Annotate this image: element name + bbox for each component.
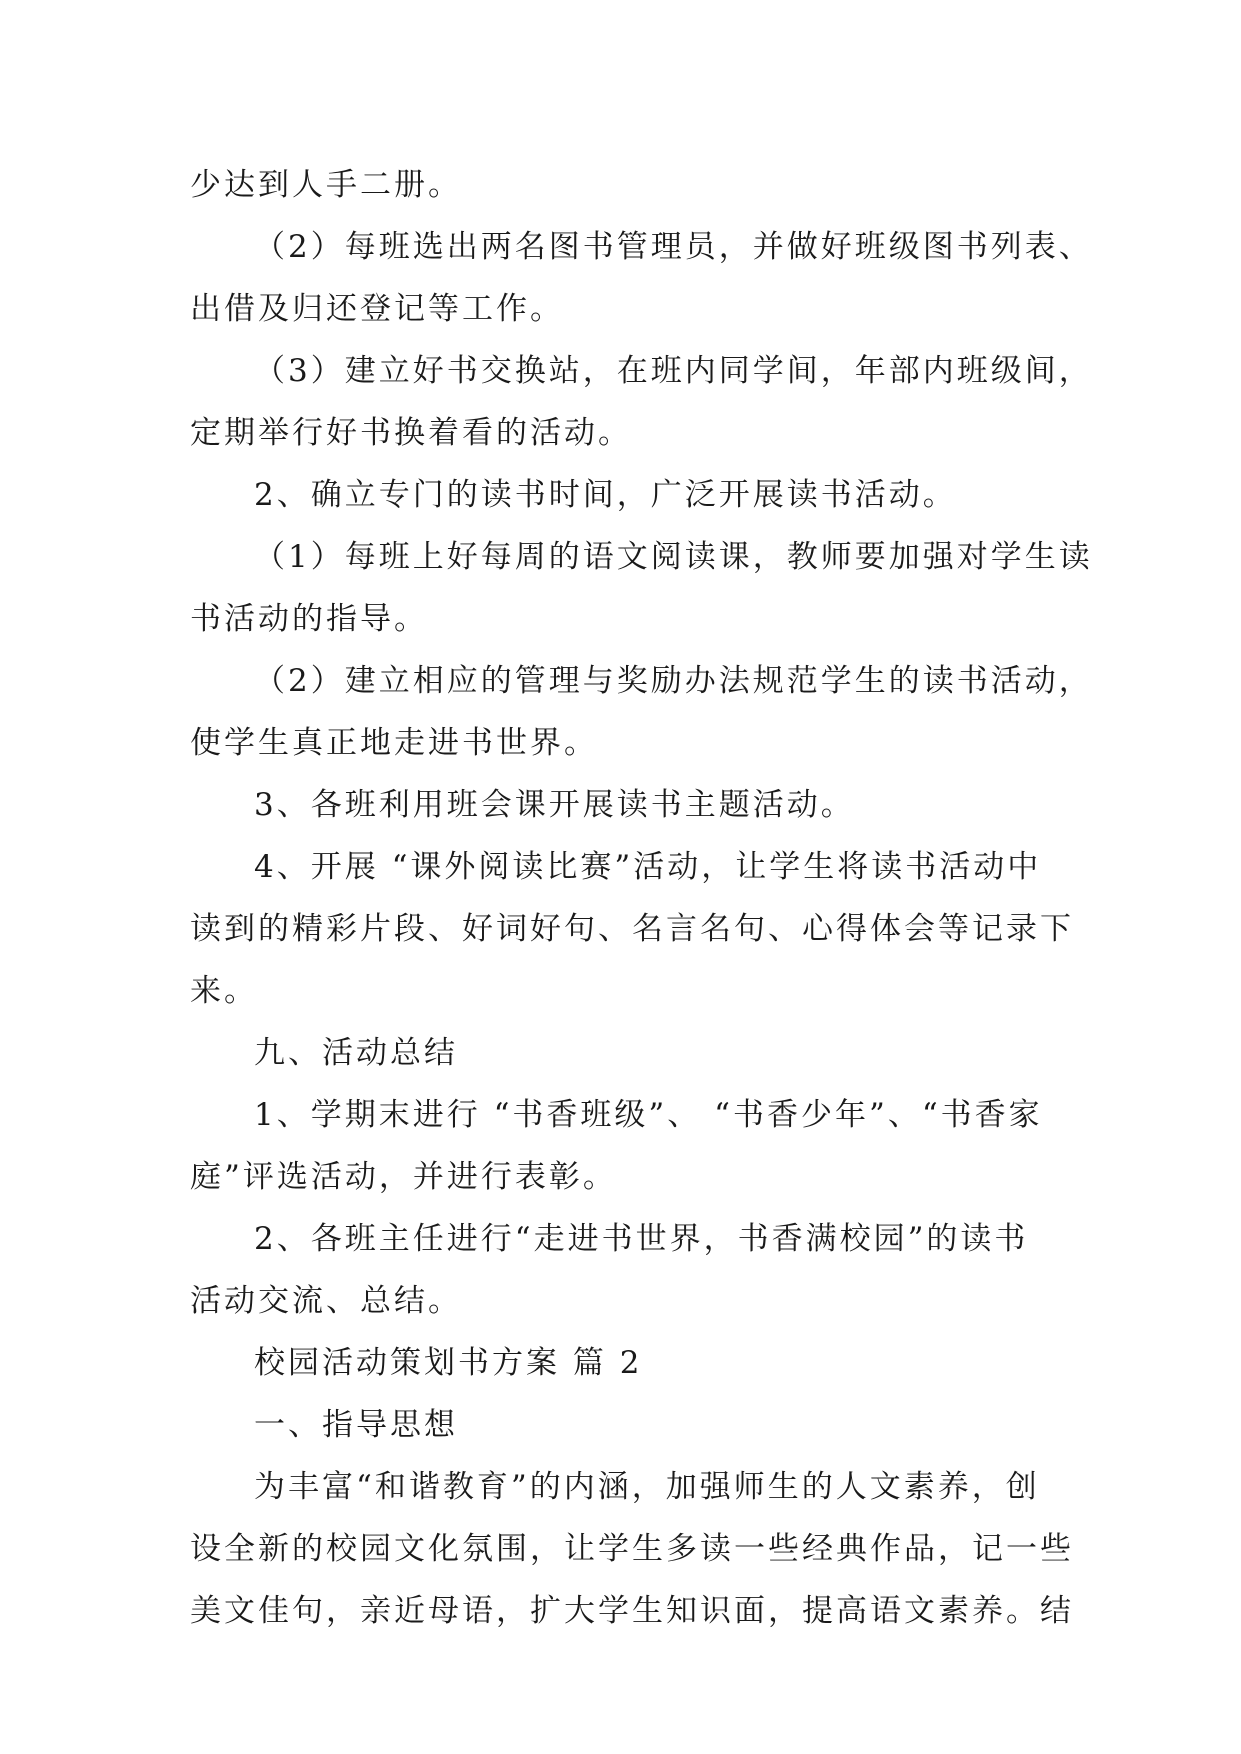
text-line: 校园活动策划书方案 篇 2 <box>254 1345 643 1381</box>
text-line: 书活动的指导。 <box>190 601 428 637</box>
text-line: 出借及归还登记等工作。 <box>190 291 564 327</box>
text-line: 为丰富“和谐教育”的内涵，加强师生的人文素养，创 <box>254 1469 1040 1505</box>
text-line: （2）建立相应的管理与奖励办法规范学生的读书活动， <box>254 663 1093 699</box>
text-line: 九、活动总结 <box>254 1035 458 1071</box>
text-line: 1、学期末进行 “书香班级”、 “书香少年”、“书香家 <box>254 1097 1043 1133</box>
text-line: 2、各班主任进行“走进书世界，书香满校园”的读书 <box>254 1221 1029 1257</box>
text-line: 定期举行好书换着看的活动。 <box>190 415 632 451</box>
text-line: 设全新的校园文化氛围，让学生多读一些经典作品，记一些 <box>190 1531 1074 1567</box>
text-line: 读到的精彩片段、好词好句、名言名句、心得体会等记录下 <box>190 911 1074 947</box>
text-line: 3、各班利用班会课开展读书主题活动。 <box>254 787 855 823</box>
text-line: 4、开展 “课外阅读比赛”活动，让学生将读书活动中 <box>254 849 1042 885</box>
text-line: 使学生真正地走进书世界。 <box>190 725 598 761</box>
text-line: （1）每班上好每周的语文阅读课，教师要加强对学生读 <box>254 539 1093 575</box>
text-line: 2、确立专门的读书时间，广泛开展读书活动。 <box>254 477 957 513</box>
text-line: 活动交流、总结。 <box>190 1283 462 1319</box>
text-line: （2）每班选出两名图书管理员，并做好班级图书列表、 <box>254 229 1093 265</box>
text-line: 美文佳句，亲近母语，扩大学生知识面，提高语文素养。结 <box>190 1593 1074 1629</box>
text-line: （3）建立好书交换站，在班内同学间，年部内班级间， <box>254 353 1093 389</box>
text-line: 庭”评选活动，并进行表彰。 <box>190 1159 617 1195</box>
document-body <box>190 154 1093 1642</box>
text-line: 少达到人手二册。 <box>190 167 462 203</box>
text-line: 一、指导思想 <box>254 1407 458 1443</box>
text-line: 来。 <box>190 973 258 1009</box>
